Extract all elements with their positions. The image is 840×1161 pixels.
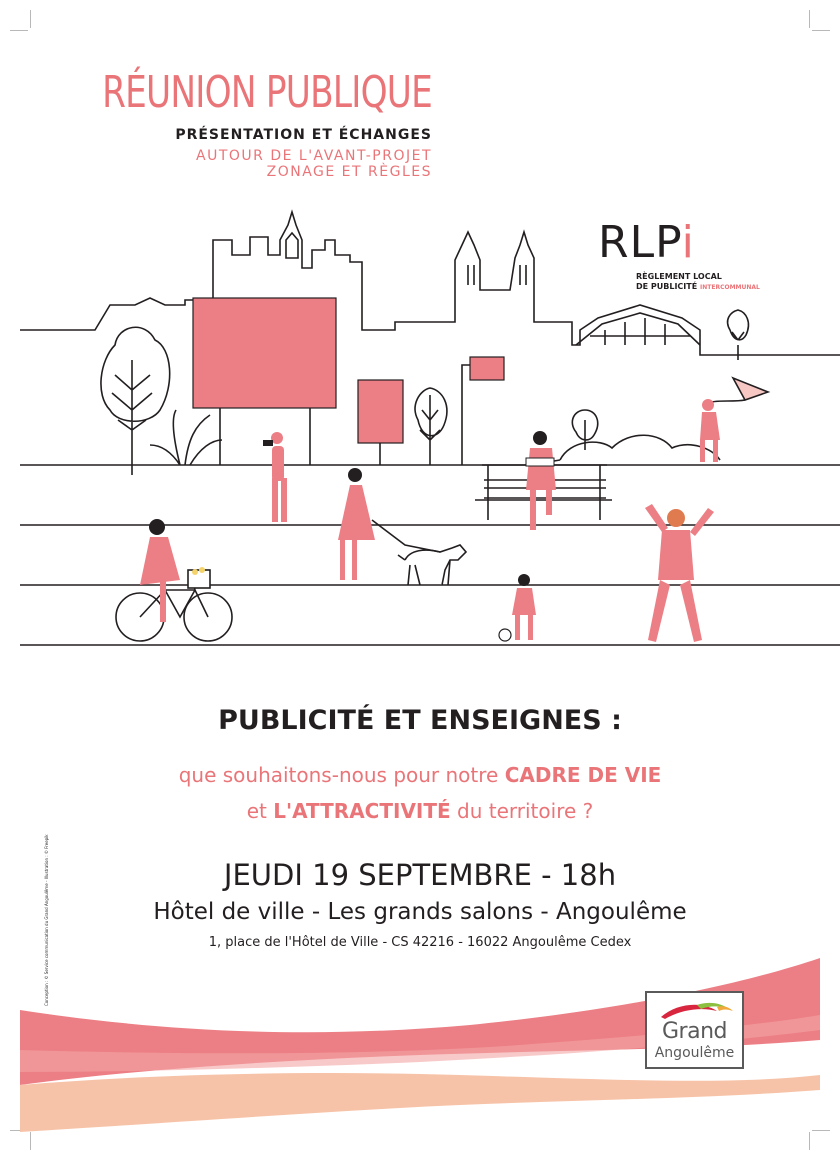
crop-mark [812, 30, 830, 31]
logo-grand-text: Grand [662, 1019, 727, 1044]
grand-angouleme-logo [645, 991, 744, 1069]
lamp-post [462, 365, 470, 465]
person-reading [526, 431, 556, 530]
kite [733, 378, 768, 400]
event-address: 1, place de l'Hôtel de Ville - CS 42216 - 16022 Angoulême Cedex [208, 935, 632, 950]
bicycle-basket [188, 570, 210, 588]
flower [192, 569, 198, 575]
person-kite-child [700, 399, 720, 462]
question-1-text: que souhaitons-nous pour notre [178, 763, 505, 787]
rlpi-line-2-accent: INTERCOMMUNAL [700, 284, 760, 291]
tree-small [415, 388, 447, 465]
question-2-emphasis: L'ATTRACTIVITÉ [273, 799, 451, 823]
question-line-1 [0, 763, 840, 787]
page-subtitle: PRÉSENTATION ET ÉCHANGES [175, 127, 432, 143]
rlpi-logo-text: RLP [598, 217, 682, 268]
person-photographer [263, 432, 287, 522]
question-1-emphasis: CADRE DE VIE [504, 763, 662, 787]
header [9, 67, 432, 180]
topic-line-2: ZONAGE ET RÈGLES [266, 164, 432, 180]
person-child-ball [499, 574, 536, 641]
rlpi-logo-accent: i [681, 217, 695, 268]
crop-mark [10, 30, 28, 31]
question-2-text-a: et [246, 799, 274, 823]
billboard-small [358, 380, 403, 443]
question-line-2 [0, 799, 840, 823]
event-date: JEUDI 19 SEPTEMBRE - 18h [223, 858, 617, 892]
question-2-text-b: du territoire ? [450, 799, 594, 823]
tree-right [728, 310, 749, 360]
credits-text: Conception : © Service communication du Grand Angoulême - Illustration : © Freepik [44, 834, 49, 1006]
tower-window [468, 265, 526, 285]
rlpi-line-2: DE PUBLICITÉ [636, 282, 698, 291]
rlpi-line-1: RÈGLEMENT LOCAL [636, 272, 722, 281]
crop-mark [30, 10, 31, 28]
person-woman-dog [338, 468, 375, 580]
rlpi-logo [598, 217, 760, 293]
billboard-post [220, 408, 310, 465]
page-title: RÉUNION PUBLIQUE [102, 67, 432, 118]
street-sign [470, 357, 504, 380]
logo-angouleme-text: Angoulême [654, 1045, 735, 1061]
event-venue: Hôtel de ville - Les grands salons - Angoulême [153, 899, 687, 925]
tree-large [101, 327, 170, 475]
headline: PUBLICITÉ ET ENSEIGNES : [218, 705, 622, 736]
wave-peach [20, 1073, 820, 1132]
topic-line-1: AUTOUR DE L'AVANT-PROJET [196, 148, 432, 164]
kite-string [712, 400, 745, 402]
tree-park [572, 410, 597, 450]
logo-swoosh-icon [647, 995, 742, 1021]
church-window [286, 233, 298, 258]
billboard-large [193, 298, 336, 408]
crop-mark [809, 10, 810, 28]
bushes [530, 435, 720, 465]
flower [199, 567, 205, 573]
plant [150, 410, 222, 465]
